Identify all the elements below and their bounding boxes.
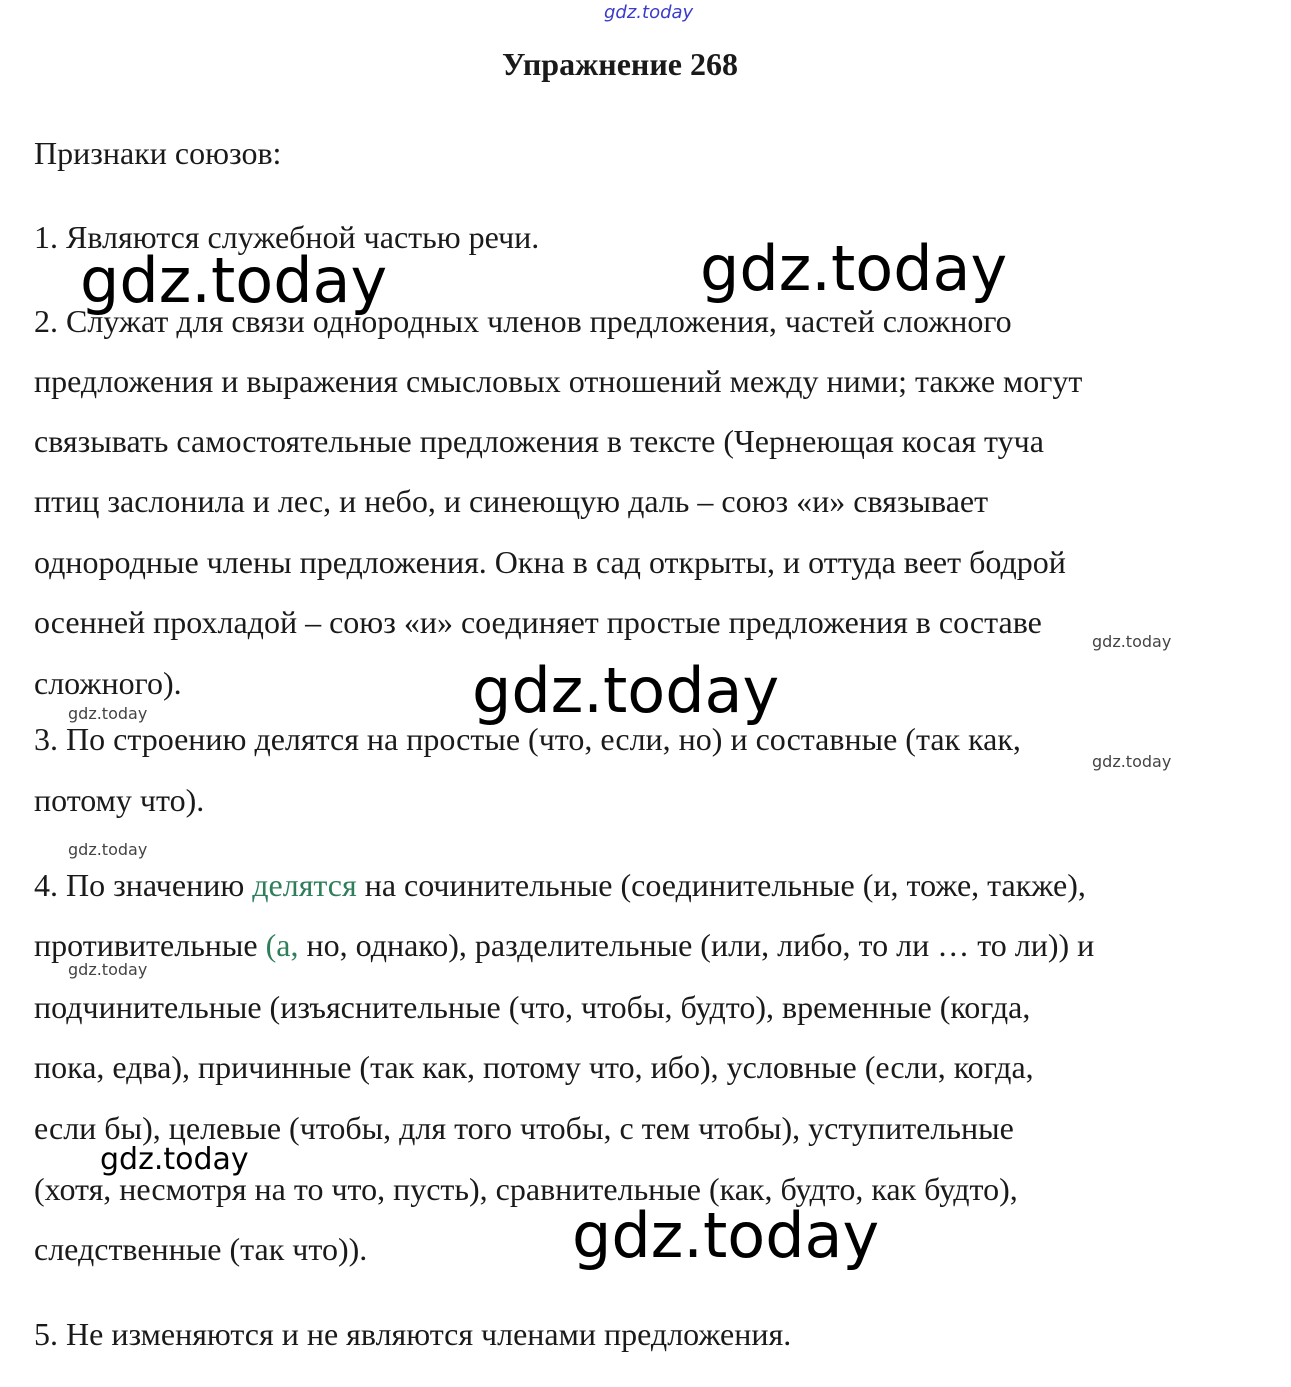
item-2-line-5: однородные члены предложения. Окна в сад открыты, и оттуда веет бодрой [34,544,1066,580]
item-4-line-3: подчинительные (изъяснительные (что, чтобы, будто), временные (когда, [34,989,1031,1025]
watermark-5: gdz.today [100,1142,249,1177]
item-4-text-c: на сочинительные (соединительные (и, тоже, также), [356,867,1086,903]
item-4-text-e: (а, [265,927,299,963]
item-2-line-1: 2. Служат для связи однородных членов предложения, частей сложного [34,303,1012,339]
item-4-line-1 [34,866,1086,904]
item-2-line-6: осенней прохладой – союз «и» соединяет простые предложения в составе [34,604,1042,640]
item-1: 1. Являются служебной частью речи. [34,219,540,255]
item-3-line-1: 3. По строению делятся на простые (что, если, но) и составные (так как, [34,721,1021,757]
page-title: Упражнение 268 [501,46,738,82]
watermark-10: gdz.today [68,960,148,979]
item-5: 5. Не изменяются и не являются членами предложения. [34,1316,792,1352]
item-4-line-4: пока, едва), причинные (так как, потому что, ибо), условные (если, когда, [34,1049,1034,1085]
watermark-4: gdz.today [572,1199,880,1272]
item-4-text-d: противительные [34,927,266,963]
watermark-6: gdz.today [1092,632,1172,651]
intro-text: Признаки союзов: [34,135,282,171]
item-3-line-2: потому что). [34,782,205,818]
item-2-line-4: птиц заслонила и лес, и небо, и синеющую даль – союз «и» связывает [34,483,989,519]
item-2-line-2: предложения и выражения смысловых отношений между ними; также могут [34,363,1083,399]
item-4-text-f: но, однако), разделительные (или, либо, то ли … то ли)) и [298,927,1095,963]
watermark-top: gdz.today [604,2,694,23]
item-4-line-5: если бы), целевые (чтобы, для того чтобы, с тем чтобы), уступительные [34,1110,1014,1146]
item-4-line-2 [34,926,1094,964]
watermark-8: gdz.today [1092,752,1172,771]
item-2-line-3: связывать самостоятельные предложения в тексте (Чернеющая косая туча [34,423,1044,459]
watermark-1: gdz.today [80,244,388,317]
watermark-2: gdz.today [700,232,1008,305]
item-2-line-7: сложного). [34,665,182,701]
watermark-7: gdz.today [68,704,148,723]
item-4-text-b: делятся [252,867,357,903]
watermark-3: gdz.today [472,654,780,727]
item-4-line-7: следственные (так что)). [34,1231,368,1267]
item-4-text-a: 4. По значению [34,867,253,903]
item-4-line-6: (хотя, несмотря на то что, пусть), сравнительные (как, будто, как будто), [34,1171,1018,1207]
watermark-9: gdz.today [68,840,148,859]
